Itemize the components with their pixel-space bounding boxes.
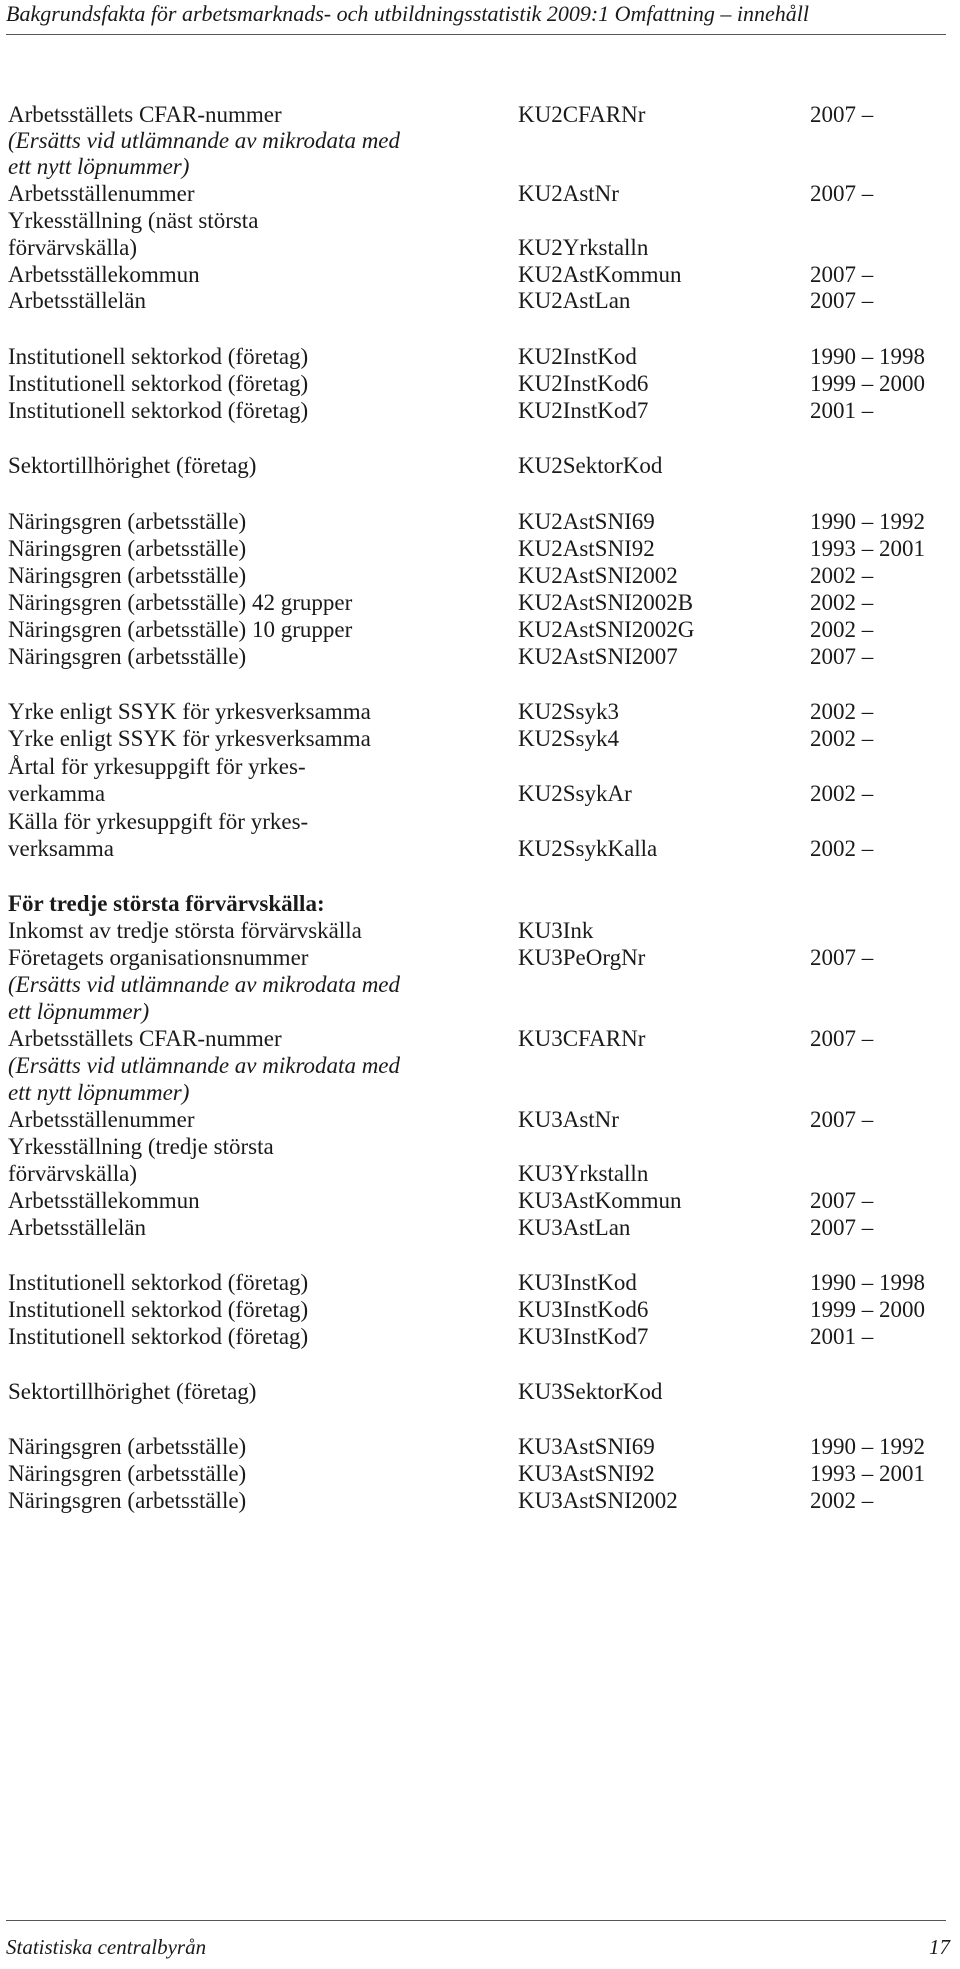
variable-years: 2002 – bbox=[810, 1488, 874, 1513]
variable-years: 1993 – 2001 bbox=[810, 536, 925, 561]
variable-description: Inkomst av tredje största förvärvskälla bbox=[8, 918, 362, 943]
variable-description: Näringsgren (arbetsställe) bbox=[8, 536, 247, 561]
table-row bbox=[0, 451, 960, 481]
table-row bbox=[0, 152, 960, 182]
table-row bbox=[0, 1159, 960, 1189]
variable-code: KU2AstSNI2002B bbox=[518, 590, 694, 615]
table-row bbox=[0, 507, 960, 537]
variable-description: Arbetsställekommun bbox=[8, 1188, 200, 1213]
table-row bbox=[0, 1213, 960, 1243]
table-row bbox=[0, 561, 960, 591]
table-row bbox=[0, 997, 960, 1027]
variable-code: KU2AstSNI2007 bbox=[518, 644, 678, 669]
variable-years: 2007 – bbox=[810, 1188, 874, 1213]
table-row bbox=[0, 943, 960, 973]
variable-code: KU2AstKommun bbox=[518, 262, 682, 287]
variable-code: KU2AstSNI92 bbox=[518, 536, 655, 561]
variable-code: KU2Yrkstalln bbox=[518, 235, 649, 260]
variable-code: KU3AstKommun bbox=[518, 1188, 682, 1213]
variable-years: 2007 – bbox=[810, 1107, 874, 1132]
variable-description: Arbetsställekommun bbox=[8, 262, 200, 287]
table-row bbox=[0, 1132, 960, 1162]
variable-years: 2002 – bbox=[810, 617, 874, 642]
variable-description: förvärvskälla) bbox=[8, 235, 137, 260]
table-row bbox=[0, 369, 960, 399]
variable-description: Arbetsställets CFAR-nummer bbox=[8, 102, 282, 127]
table-row bbox=[0, 615, 960, 645]
variable-description: Yrke enligt SSYK för yrkesverksamma bbox=[8, 726, 371, 751]
variable-description: (Ersätts vid utlämnande av mikrodata med bbox=[8, 128, 401, 153]
section-heading-text: För tredje största förvärvskälla: bbox=[8, 891, 325, 916]
table-row bbox=[0, 807, 960, 837]
variable-years: 2007 – bbox=[810, 102, 874, 127]
variable-description: (Ersätts vid utlämnande av mikrodata med bbox=[8, 1053, 401, 1078]
table-row bbox=[0, 697, 960, 727]
variable-description: förvärvskälla) bbox=[8, 1161, 137, 1186]
table-row bbox=[0, 1051, 960, 1081]
variable-years: 1999 – 2000 bbox=[810, 371, 925, 396]
page-footer bbox=[0, 1920, 960, 1969]
variable-years: 1990 – 1992 bbox=[810, 1434, 925, 1459]
variable-code: KU2SektorKod bbox=[518, 453, 663, 478]
variable-code: KU3Ink bbox=[518, 918, 594, 943]
variable-description: Institutionell sektorkod (företag) bbox=[8, 1324, 309, 1349]
variable-years: 2002 – bbox=[810, 590, 874, 615]
variable-code: KU3SektorKod bbox=[518, 1379, 663, 1404]
variable-description: Näringsgren (arbetsställe) bbox=[8, 1461, 247, 1486]
variable-description: Företagets organisationsnummer bbox=[8, 945, 309, 970]
variable-years: 2001 – bbox=[810, 1324, 874, 1349]
table-row bbox=[0, 233, 960, 263]
variable-years: 2007 – bbox=[810, 1215, 874, 1240]
publisher-name: Statistiska centralbyrån bbox=[6, 1935, 207, 1959]
variable-code: KU2AstSNI2002 bbox=[518, 563, 678, 588]
section-heading bbox=[0, 889, 960, 919]
variable-code: KU2Ssyk4 bbox=[518, 726, 619, 751]
variable-description: Arbetsställenummer bbox=[8, 181, 195, 206]
table-row bbox=[0, 1322, 960, 1352]
variable-code: KU3AstLan bbox=[518, 1215, 631, 1240]
footer-rule bbox=[6, 1920, 946, 1921]
variable-code: KU3AstSNI69 bbox=[518, 1434, 655, 1459]
variable-code: KU2InstKod bbox=[518, 344, 637, 369]
variable-description: Näringsgren (arbetsställe) bbox=[8, 1488, 247, 1513]
variable-description: Näringsgren (arbetsställe) 42 grupper bbox=[8, 590, 353, 615]
table-row bbox=[0, 1105, 960, 1135]
variable-years: 1993 – 2001 bbox=[810, 1461, 925, 1486]
variable-code: KU3PeOrgNr bbox=[518, 945, 646, 970]
variable-description: Näringsgren (arbetsställe) bbox=[8, 509, 247, 534]
variable-years: 2002 – bbox=[810, 836, 874, 861]
variable-code: KU2Ssyk3 bbox=[518, 699, 619, 724]
table-row bbox=[0, 1486, 960, 1516]
variable-years: 1990 – 1998 bbox=[810, 344, 925, 369]
variable-code: KU2SsykAr bbox=[518, 781, 632, 806]
variable-description: verkamma bbox=[8, 781, 106, 806]
page-number: 17 bbox=[929, 1935, 950, 1959]
variable-description: Sektortillhörighet (företag) bbox=[8, 453, 257, 478]
variable-description: Institutionell sektorkod (företag) bbox=[8, 371, 309, 396]
table-row bbox=[0, 1432, 960, 1462]
variable-description: Yrkesställning (näst största bbox=[8, 208, 259, 233]
variable-code: KU2AstSNI2002G bbox=[518, 617, 695, 642]
variable-code: KU2InstKod6 bbox=[518, 371, 649, 396]
table-row bbox=[0, 342, 960, 372]
table-row bbox=[0, 534, 960, 564]
table-row bbox=[0, 642, 960, 672]
table-row bbox=[0, 1024, 960, 1054]
variable-description: Institutionell sektorkod (företag) bbox=[8, 1270, 309, 1295]
table-row bbox=[0, 834, 960, 864]
variable-description: Årtal för yrkesuppgift för yrkes- bbox=[8, 754, 306, 779]
variable-years: 2002 – bbox=[810, 699, 874, 724]
variable-code: KU2CFARNr bbox=[518, 102, 646, 127]
variable-description: Institutionell sektorkod (företag) bbox=[8, 344, 309, 369]
variable-description: Arbetsställenummer bbox=[8, 1107, 195, 1132]
table-row bbox=[0, 286, 960, 316]
variable-code: KU2AstSNI69 bbox=[518, 509, 655, 534]
variable-code: KU2AstNr bbox=[518, 181, 619, 206]
table-row bbox=[0, 1078, 960, 1108]
variable-code: KU3InstKod bbox=[518, 1270, 637, 1295]
variable-description: Institutionell sektorkod (företag) bbox=[8, 398, 309, 423]
variable-years: 1999 – 2000 bbox=[810, 1297, 925, 1322]
table-row bbox=[0, 1295, 960, 1325]
variable-description: Sektortillhörighet (företag) bbox=[8, 1379, 257, 1404]
variable-description: Näringsgren (arbetsställe) 10 grupper bbox=[8, 617, 353, 642]
variable-description: Institutionell sektorkod (företag) bbox=[8, 1297, 309, 1322]
variable-years: 2002 – bbox=[810, 563, 874, 588]
table-row bbox=[0, 1459, 960, 1489]
variable-code: KU3Yrkstalln bbox=[518, 1161, 649, 1186]
variable-description: Yrke enligt SSYK för yrkesverksamma bbox=[8, 699, 371, 724]
variable-years: 2007 – bbox=[810, 181, 874, 206]
variable-code: KU3AstNr bbox=[518, 1107, 619, 1132]
variable-years: 2002 – bbox=[810, 726, 874, 751]
variable-description: (Ersätts vid utlämnande av mikrodata med bbox=[8, 972, 401, 997]
table-row bbox=[0, 588, 960, 618]
variable-description: ett nytt löpnummer) bbox=[8, 154, 190, 179]
table-row bbox=[0, 779, 960, 809]
variable-code: KU3InstKod7 bbox=[518, 1324, 649, 1349]
variable-description: Arbetsställelän bbox=[8, 1215, 146, 1240]
variable-description: Yrkesställning (tredje största bbox=[8, 1134, 274, 1159]
variable-description: Arbetsställelän bbox=[8, 288, 146, 313]
variable-description: ett nytt löpnummer) bbox=[8, 1080, 190, 1105]
variable-years: 2007 – bbox=[810, 288, 874, 313]
variable-years: 2002 – bbox=[810, 781, 874, 806]
variable-code: KU3AstSNI2002 bbox=[518, 1488, 678, 1513]
variable-code: KU3CFARNr bbox=[518, 1026, 646, 1051]
variable-description: Näringsgren (arbetsställe) bbox=[8, 1434, 247, 1459]
variable-years: 2001 – bbox=[810, 398, 874, 423]
table-row bbox=[0, 179, 960, 209]
variable-code: KU3InstKod6 bbox=[518, 1297, 649, 1322]
table-row bbox=[0, 1268, 960, 1298]
table-row bbox=[0, 724, 960, 754]
table-row bbox=[0, 970, 960, 1000]
variable-code: KU2AstLan bbox=[518, 288, 631, 313]
variable-code: KU3AstSNI92 bbox=[518, 1461, 655, 1486]
variable-description: Källa för yrkesuppgift för yrkes- bbox=[8, 809, 309, 834]
variable-description: Arbetsställets CFAR-nummer bbox=[8, 1026, 282, 1051]
table-row bbox=[0, 916, 960, 946]
variable-code: KU2SsykKalla bbox=[518, 836, 658, 861]
table-row bbox=[0, 752, 960, 782]
variable-years: 2007 – bbox=[810, 644, 874, 669]
variable-description: Näringsgren (arbetsställe) bbox=[8, 644, 247, 669]
table-row bbox=[0, 1377, 960, 1407]
variable-description: verksamma bbox=[8, 836, 115, 861]
variable-description: ett löpnummer) bbox=[8, 999, 150, 1024]
table-row bbox=[0, 396, 960, 426]
table-row bbox=[0, 1186, 960, 1216]
variable-description: Näringsgren (arbetsställe) bbox=[8, 563, 247, 588]
variable-years: 2007 – bbox=[810, 1026, 874, 1051]
variable-years: 1990 – 1992 bbox=[810, 509, 925, 534]
variable-years: 1990 – 1998 bbox=[810, 1270, 925, 1295]
table-row bbox=[0, 206, 960, 236]
variable-years: 2007 – bbox=[810, 945, 874, 970]
variable-years: 2007 – bbox=[810, 262, 874, 287]
running-header-title: Bakgrundsfakta för arbetsmarknads- och utbildningsstatistik 2009:1 Omfattning – innehåll bbox=[6, 1, 809, 26]
variable-code: KU2InstKod7 bbox=[518, 398, 649, 423]
